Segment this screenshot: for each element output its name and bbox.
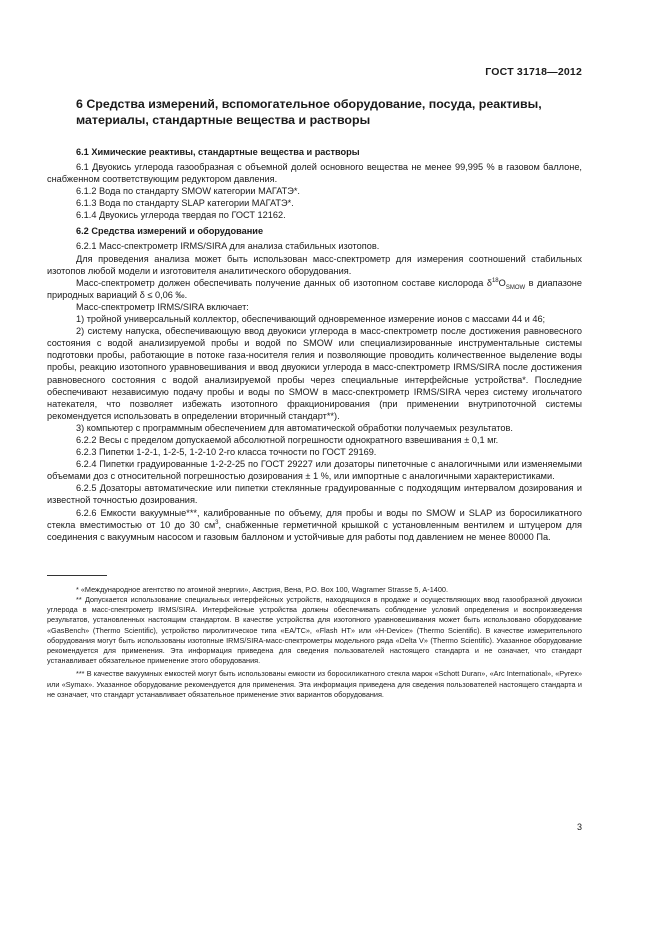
page-content [47,96,582,700]
section-title: 6 Средства измерений, вспомогательное оборудование, посуда, реактивы, материалы, стандартные вещества и растворы [76,97,542,127]
paragraph-includes: Масс-спектрометр IRMS/SIRA включает: [76,301,249,312]
paragraph-6-1-3: 6.1.3 Вода по стандарту SLAP категории МАГАТЭ*. [76,198,294,209]
page-number: 3 [576,822,582,832]
standard-header: ГОСТ 31718—2012 [485,66,582,78]
list-item-2: 2) систему напуска, обеспечивающую ввод двуокиси углерода в масс-спектрометр после достижения равновесного состояния с водой анализируемой пробы и водой по SMOW или специализированные инструментальные системы подготовки пробы, работающие в потоке газа-носителя гелия и позволяющие проводить количественное выделение воды пробы, реакцию изотопного уравновешивания и ввод двуокиси углерода в масс-спектрометр IRMS/SIRA после достижения равновесного состояния с водой анализируемой пробы через специальные интерфейсные устройства*. Последние обеспечивают независимую подачу пробы и воды по SMOW в масс-спектрометр IRMS/SIRA через систему игольчатого натекателя, что позволяет избежать изотопного фракционирования (при применении внутрипоточной системы рекомендуется использовать в определении вторичный стандарт**). [47,326,582,421]
paragraph-6-2-5: 6.2.5 Дозаторы автоматические или пипетки стеклянные градуированные с подходящим интервалом дозирования и известной точностью дозирования. [47,483,582,506]
subsection-title-6-2: 6.2 Средства измерений и оборудование [76,226,264,237]
paragraph-6-1-2: 6.1.2 Вода по стандарту SMOW категории МАГАТЭ*. [76,186,300,197]
paragraph-oxygen-isotope [47,277,582,301]
text-fragment: Масс-спектрометр должен обеспечивать получение данных об изотопном составе кислорода δ [76,277,492,288]
paragraph-6-1-4: 6.1.4 Двуокись углерода твердая по ГОСТ 12162. [76,210,286,221]
list-item-3: 3) компьютер с программным обеспечением для автоматической обработки получаемых результатов. [76,422,513,433]
subsection-title-6-1: 6.1 Химические реактивы, стандартные вещества и растворы [76,147,360,157]
paragraph-analysis: Для проведения анализа может быть использован масс-спектрометр для измерения соотношений стабильных изотопов любой модели и изготовителя аналитического оборудования. [47,253,582,276]
text-fragment: 6.2.6 Емкости вакуумные***, калиброванные по объему, для пробы и воды по SMOW и SLAP из боросиликатного стекла вместимостью от 10 до 30 см [47,507,582,530]
text-fragment: O [498,277,506,288]
subscript: SMOW [505,284,526,291]
text-fragment: в диапазоне природных вариаций δ ≤ 0,06 ‰. [47,277,582,300]
footnotes [47,585,582,700]
superscript: 18 [491,277,499,284]
paragraph-6-2-4: 6.2.4 Пипетки градуированные 1-2-2-25 по ГОСТ 29227 или дозаторы пипеточные с аналогичными или изменяемыми объемами доз с относительной погрешностью дозирования ± 1 %, или импортные с аналогичными характеристиками. [47,459,582,482]
paragraph-6-2-2: 6.2.2 Весы с пределом допускаемой абсолютной погрешности однократного взвешивания ± 0,1 мг. [76,434,499,445]
footnote-divider [47,575,107,576]
paragraph-6-2-3: 6.2.3 Пипетки 1-2-1, 1-2-5, 1-2-10 2-го класса точности по ГОСТ 29169. [76,447,377,458]
paragraph-6-2-1: 6.2.1 Масс-спектрометр IRMS/SIRA для анализа стабильных изотопов. [76,241,380,252]
footnote-2: ** Допускается использование специальных интерфейсных устройств, находящихся в продаже и осуществляющих ввод газообразной двуокиси углерода в масс-спектрометр IRMS/SIRA. Интерфейсные устройства должны обеспечивать соблюдение условий определения и воспроизведения результатов, установленных настоящим стандартом. В качестве устройства для изотопного уравновешивания может быть использовано оборудование «GasBench» (Thermo Scientific), устройство пиролитическое типа «EA/TC», «Flash HT» или «H-Device» (Thermo Scientific). В качестве измерительного оборудования могут быть использованы изотопные IRMS/SIRA-масс-спектрометры модельного ряда «Delta V» (Thermo Scientific). Указанное оборудование рекомендуется для применения. Эта информация приведена для сведения пользователей настоящего стандарта и не означает, что стандарт устанавливает обязательное применение этого оборудования. [47,595,582,666]
list-item-1: 1) тройной универсальный коллектор, обеспечивающий одновременное измерение ионов с массами 44 и 46; [76,314,546,325]
footnote-1: * «Международное агентство по атомной энергии», Австрия, Вена, P.O. Box 100, Wagramer Strasse 5, А-1400. [76,584,448,594]
text-fragment: , снабженные герметичной крышкой с установленным вентилем и штуцером для соединения с вакуумным насосом и газовым баллоном и устойчивые для работы под давлением не менее 80000 Па. [47,519,582,542]
superscript: 3 [215,519,219,526]
paragraph-6-1: 6.1 Двуокись углерода газообразная с объемной долей основного вещества не менее 99,995 % в газовом баллоне, снабженном соответствующим редуктором давления. [47,162,582,185]
footnote-3: *** В качестве вакуумных емкостей могут быть использованы емкости из боросиликатного стекла марок «Schott Duran», «Arc International», «Pyrex» или «Symax». Указанное оборудование рекомендуется для применения. Эта информация приведена для сведения пользователей настоящего стандарта и не означает, что стандарт устанавливает обязательное применение этих вариантов оборудования. [47,669,582,699]
paragraph-6-2-6 [47,507,582,543]
